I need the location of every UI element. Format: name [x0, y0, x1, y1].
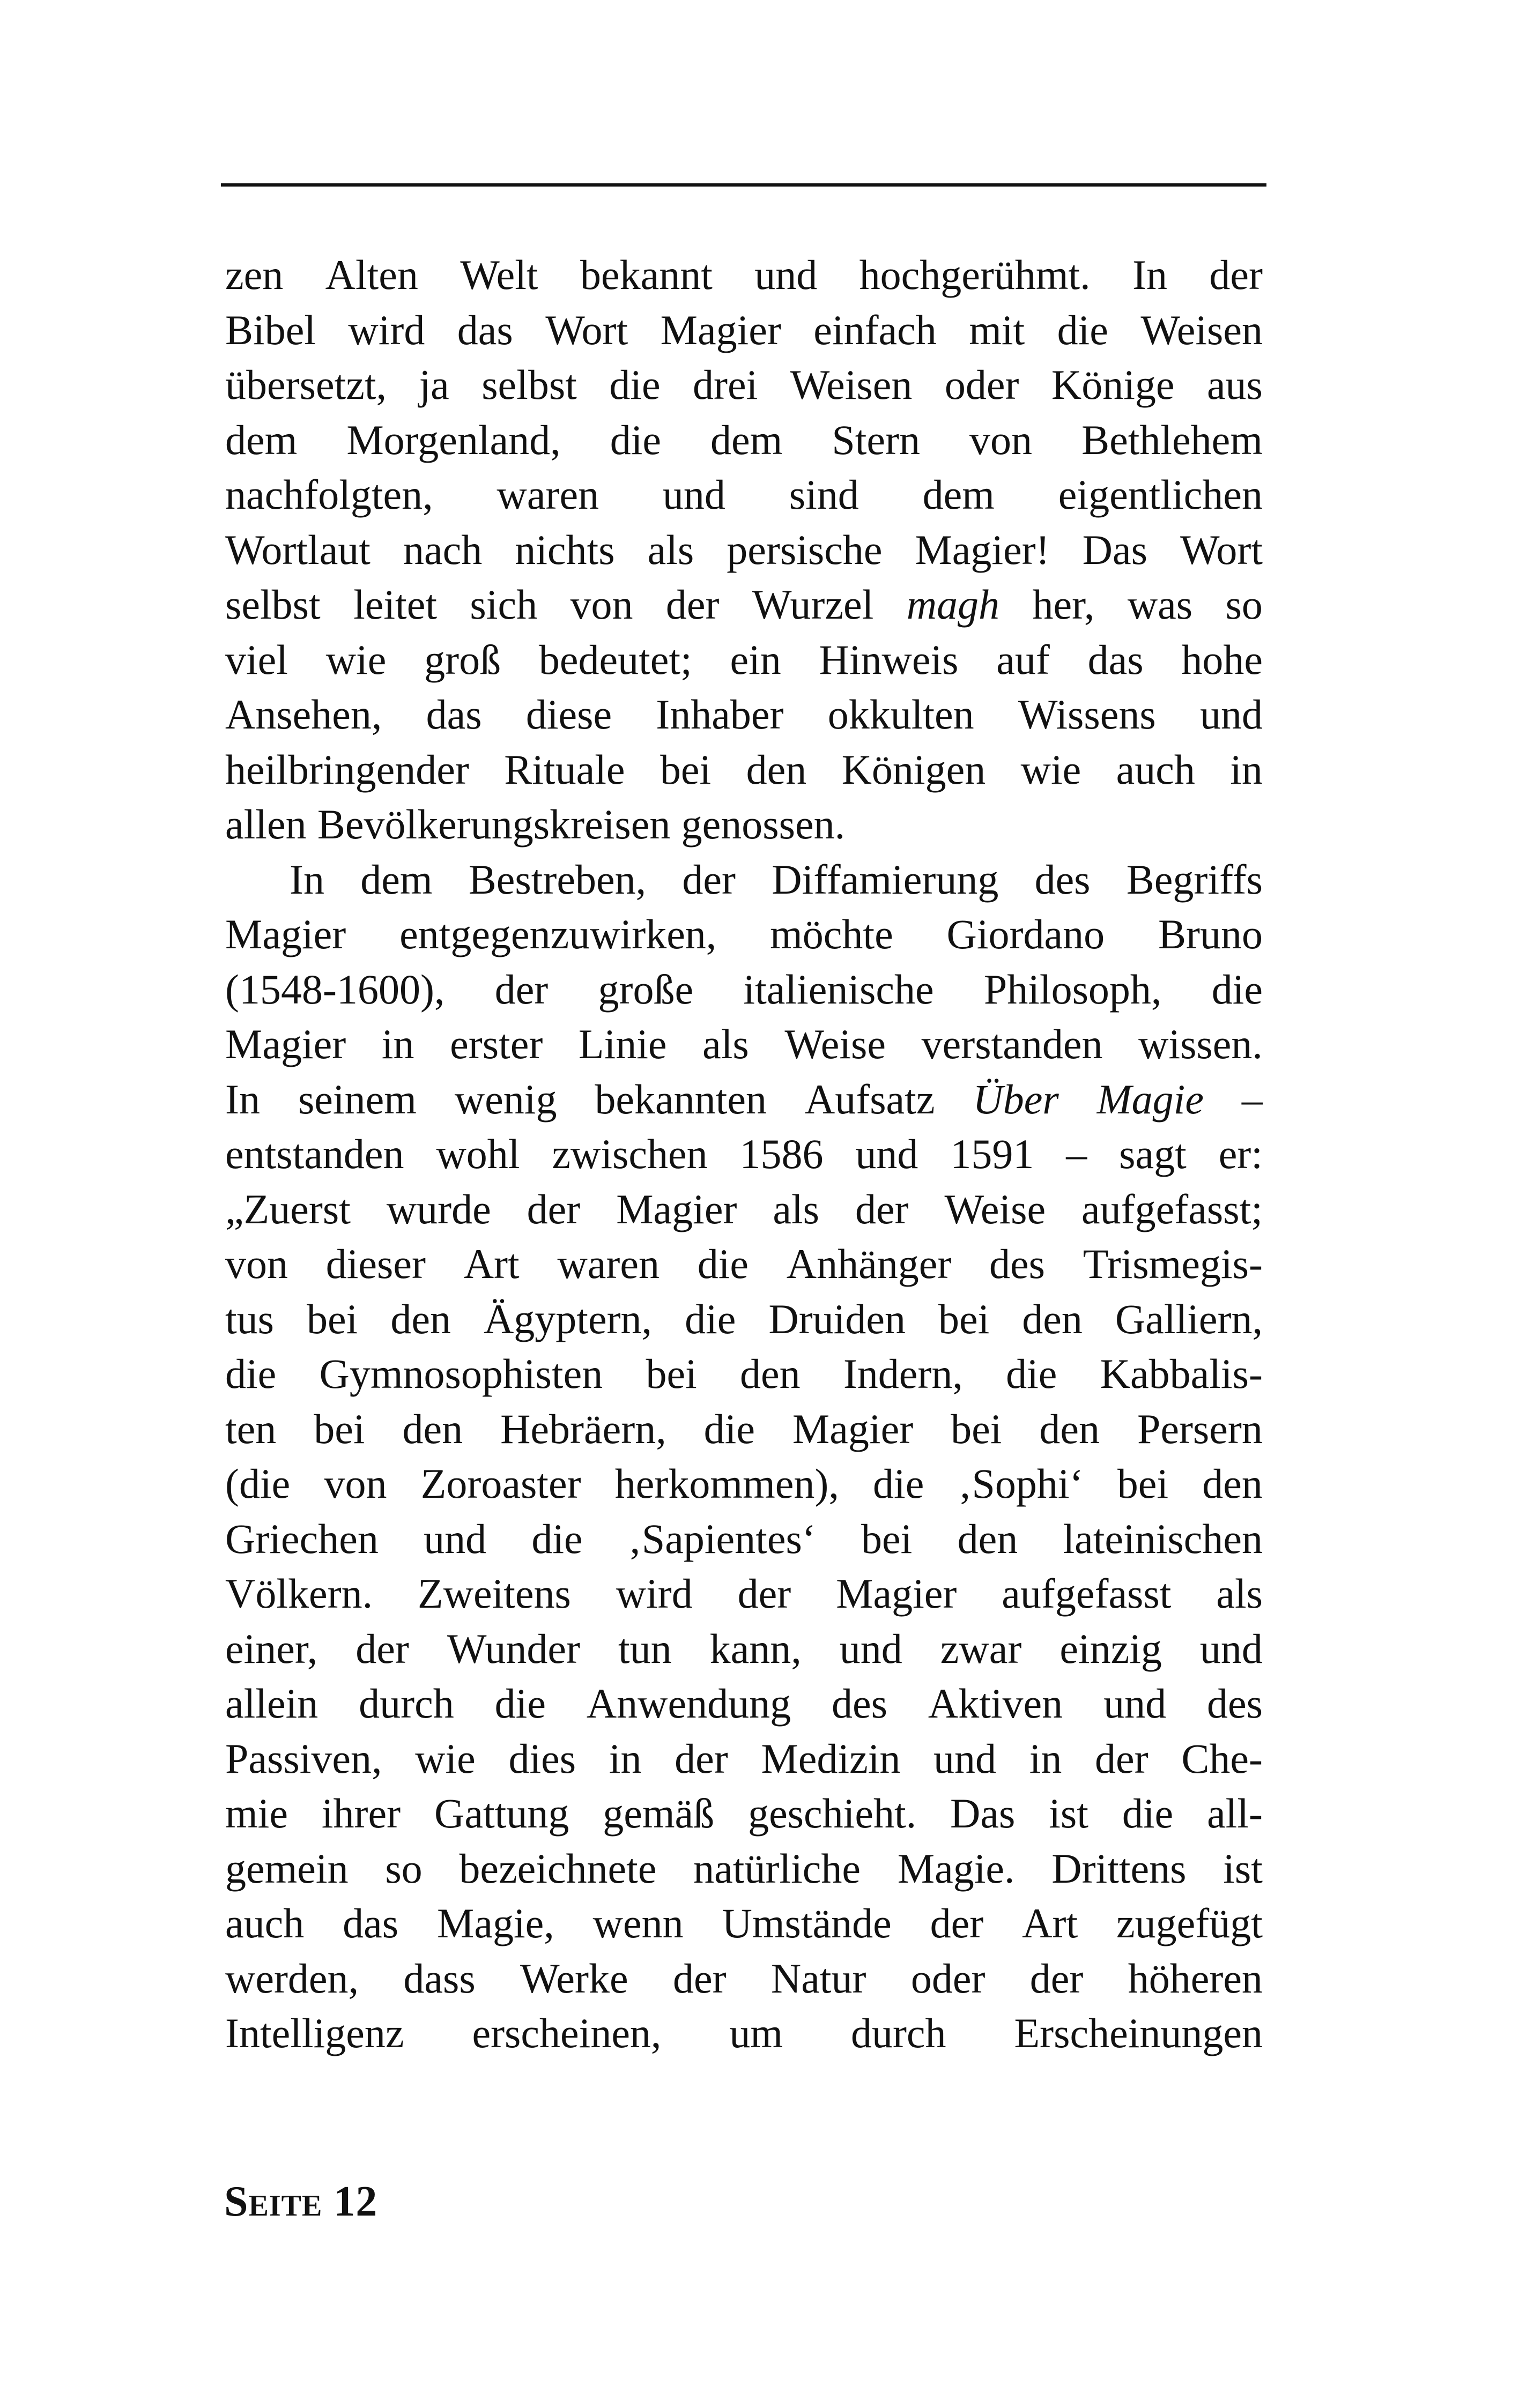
- word: okkulten: [827, 691, 974, 738]
- word: Magier: [225, 1021, 346, 1067]
- word: der: [672, 1954, 727, 2002]
- word: in: [1230, 746, 1263, 793]
- word: allein: [225, 1680, 318, 1727]
- word: sich: [470, 581, 538, 628]
- word: der: [1209, 251, 1263, 298]
- word: entstanden: [225, 1131, 404, 1177]
- body-text: [225, 248, 1263, 2061]
- word: einfach: [813, 306, 937, 353]
- word: Rituale: [504, 746, 625, 793]
- word: des: [1206, 1680, 1263, 1727]
- word: die: [1057, 306, 1108, 353]
- word: das: [426, 691, 482, 738]
- text-line: [225, 1622, 1263, 1677]
- word: Bethlehem: [1081, 416, 1263, 463]
- word: Magie,: [437, 1900, 554, 1946]
- word: Erscheinungen: [1014, 2010, 1263, 2056]
- word: Art: [1022, 1900, 1078, 1946]
- word: seinem: [298, 1075, 417, 1123]
- text-line: [225, 852, 1263, 908]
- word: In: [1132, 251, 1168, 298]
- word: und: [754, 251, 818, 298]
- word: diese: [525, 691, 612, 738]
- word: Inhaber: [656, 691, 784, 738]
- word: den: [402, 1405, 463, 1452]
- word: ist: [1223, 1845, 1263, 1892]
- word: Könige: [1051, 361, 1175, 408]
- word: Das: [1082, 526, 1147, 573]
- word: und: [662, 471, 725, 518]
- header-rule: [221, 183, 1266, 187]
- word: die: [1122, 1790, 1174, 1837]
- word: des: [1034, 856, 1091, 903]
- word: gemein: [225, 1845, 349, 1892]
- word: das: [343, 1900, 399, 1946]
- text-line: [225, 742, 1263, 798]
- word: Welt: [460, 251, 538, 298]
- word: der: [355, 1625, 409, 1672]
- word: Magier: [616, 1185, 737, 1232]
- word: aufgefasst;: [1081, 1185, 1263, 1232]
- word: der: [930, 1900, 984, 1946]
- word: wie: [415, 1735, 476, 1782]
- word: ja: [419, 361, 449, 408]
- word: Völkern.: [225, 1570, 373, 1617]
- word: mie: [225, 1790, 288, 1837]
- word: Bevölkerungskreisen: [317, 801, 671, 848]
- word: 1586: [739, 1131, 824, 1177]
- text-line: [225, 1402, 1263, 1457]
- word: nachfolgten,: [225, 471, 433, 518]
- word: selbst: [481, 361, 577, 408]
- word: des: [832, 1680, 887, 1727]
- word: Galliern,: [1115, 1295, 1263, 1342]
- word: als: [1216, 1570, 1263, 1617]
- word: Anhänger: [786, 1240, 952, 1287]
- word: Magier!: [915, 526, 1050, 573]
- text-line: [225, 1292, 1263, 1347]
- word: den: [390, 1295, 451, 1342]
- word: Zweitens: [417, 1570, 571, 1617]
- word: lateinischen: [1063, 1515, 1263, 1562]
- word: das: [457, 306, 513, 353]
- word: In: [290, 856, 324, 903]
- word: Natur: [770, 1954, 866, 2002]
- text-line: [225, 1896, 1263, 1951]
- text-line: [225, 467, 1263, 523]
- word: sagt: [1119, 1131, 1187, 1177]
- word: Aktiven: [928, 1680, 1063, 1727]
- word: eigentlichen: [1058, 471, 1263, 518]
- text-line: [225, 1072, 1263, 1127]
- word: selbst: [225, 581, 321, 628]
- word: durch: [359, 1680, 454, 1727]
- text-line: [225, 1237, 1263, 1292]
- word: dem: [710, 416, 783, 463]
- word: der: [527, 1185, 581, 1232]
- word: von: [570, 581, 633, 628]
- word: Gymnosophisten: [319, 1350, 603, 1397]
- word: zwar: [940, 1625, 1022, 1672]
- word: Magier: [660, 306, 781, 353]
- word: ein: [730, 636, 781, 683]
- word: der: [1095, 1735, 1148, 1782]
- word: Druiden: [768, 1295, 906, 1342]
- word: dem: [360, 856, 433, 903]
- word: den: [1039, 1405, 1100, 1452]
- word: Art: [463, 1240, 520, 1287]
- text-line: [225, 633, 1263, 688]
- word: zugefügt: [1116, 1900, 1263, 1946]
- word: der: [494, 965, 549, 1013]
- word: auch: [225, 1900, 305, 1946]
- word: 1591: [950, 1131, 1034, 1177]
- word: wissen.: [1138, 1021, 1263, 1067]
- word: (die: [225, 1460, 291, 1507]
- text-line: [225, 1841, 1263, 1897]
- word: Diffamierung: [772, 856, 999, 903]
- word: werden,: [225, 1954, 359, 2002]
- word: Linie: [578, 1021, 667, 1067]
- word: ihrer: [321, 1790, 401, 1837]
- word: Wunder: [447, 1625, 580, 1672]
- word: und: [424, 1515, 487, 1562]
- word: Bestreben,: [468, 856, 647, 903]
- text-line: [225, 2006, 1263, 2061]
- word: Ansehen,: [225, 691, 382, 738]
- word: den: [746, 746, 807, 793]
- word: und: [1103, 1680, 1167, 1727]
- word: aufgefasst: [1002, 1570, 1172, 1617]
- text-line: [225, 303, 1263, 358]
- word: er:: [1218, 1131, 1263, 1177]
- word: den: [739, 1350, 801, 1397]
- word: drei: [693, 361, 758, 408]
- word: dass: [403, 1954, 476, 2002]
- word: Magier: [225, 911, 346, 957]
- word: wie: [325, 636, 387, 683]
- word: das: [1087, 636, 1144, 683]
- word: Begriffs: [1126, 856, 1263, 903]
- word: oder: [910, 1954, 986, 2002]
- word: Morgenland,: [346, 416, 561, 463]
- word: aus: [1206, 361, 1263, 408]
- word: groß: [424, 636, 501, 683]
- word: ‚Sapientes‘: [627, 1515, 816, 1562]
- word: auf: [996, 636, 1050, 683]
- word: dies: [508, 1735, 576, 1782]
- word: Weisen: [1140, 306, 1263, 353]
- word: entgegenzuwirken,: [399, 911, 717, 957]
- word: auch: [1116, 746, 1195, 793]
- text-line: [225, 797, 1263, 852]
- word: verstanden: [921, 1021, 1103, 1067]
- word: Stern: [832, 416, 921, 463]
- word: der: [737, 1570, 791, 1617]
- word: hohe: [1181, 636, 1263, 683]
- word: bezeichnete: [459, 1845, 657, 1892]
- word: Magie: [1096, 1075, 1204, 1123]
- word: der: [855, 1185, 909, 1232]
- word: Aufsatz: [804, 1075, 935, 1123]
- word: Hebräern,: [500, 1405, 666, 1452]
- word: die: [685, 1295, 736, 1342]
- word: Trismegis-: [1083, 1240, 1263, 1287]
- word: erster: [450, 1021, 543, 1067]
- word: zwischen: [552, 1131, 708, 1177]
- word: bekannten: [595, 1075, 767, 1123]
- word: dieser: [325, 1240, 426, 1287]
- word: Bruno: [1158, 911, 1263, 957]
- word: oder: [944, 361, 1019, 408]
- word: Das: [950, 1790, 1016, 1837]
- word: wird: [348, 306, 425, 353]
- word: der: [682, 856, 736, 903]
- word: Wort: [1180, 526, 1263, 573]
- word: Magier: [836, 1570, 957, 1617]
- word: herkommen),: [614, 1460, 839, 1507]
- word: ist: [1049, 1790, 1088, 1837]
- word: große: [598, 965, 694, 1013]
- word: was: [1127, 581, 1193, 628]
- word: bekannt: [580, 251, 713, 298]
- word: die: [610, 416, 661, 463]
- word: die: [225, 1350, 277, 1397]
- word: her,: [1032, 581, 1095, 628]
- word: Weisen: [790, 361, 913, 408]
- word: als: [773, 1185, 820, 1232]
- word: wohl: [436, 1131, 520, 1177]
- word: leitet: [353, 581, 438, 628]
- word: kann,: [709, 1625, 802, 1672]
- word: Alten: [325, 251, 418, 298]
- word: mit: [969, 306, 1025, 353]
- word: einzig: [1059, 1625, 1162, 1672]
- word: Königen: [841, 746, 986, 793]
- word: bei: [938, 1295, 990, 1342]
- word: die: [1006, 1350, 1057, 1397]
- word: viel: [225, 636, 288, 683]
- word: die: [494, 1680, 546, 1727]
- word: Zoroaster: [420, 1460, 581, 1507]
- word: zen: [225, 251, 284, 298]
- word: Wurzel: [752, 581, 874, 628]
- word: Drittens: [1051, 1845, 1187, 1892]
- word: die: [609, 361, 661, 408]
- word: Che-: [1181, 1735, 1263, 1782]
- text-line: [225, 1512, 1263, 1567]
- word: bei: [861, 1515, 913, 1562]
- word: als: [702, 1021, 749, 1067]
- word: durch: [850, 2010, 946, 2056]
- text-line: [225, 358, 1263, 413]
- word: Ägyptern,: [483, 1295, 653, 1342]
- word: magh: [906, 581, 1000, 628]
- word: von: [225, 1240, 288, 1287]
- word: Persern: [1137, 1405, 1263, 1452]
- text-line: [225, 1182, 1263, 1237]
- word: natürliche: [693, 1845, 861, 1892]
- word: ‚Sophi‘: [958, 1460, 1084, 1507]
- word: und: [1199, 691, 1263, 738]
- word: die: [1211, 965, 1263, 1013]
- word: bei: [307, 1295, 358, 1342]
- text-line: [225, 1347, 1263, 1402]
- word: als: [647, 526, 694, 573]
- word: Gattung: [434, 1790, 569, 1837]
- word: bei: [646, 1350, 697, 1397]
- text-line: [225, 1731, 1263, 1787]
- word: hochgerühmt.: [859, 251, 1091, 298]
- word: Magier: [792, 1405, 914, 1452]
- word: dem: [225, 416, 298, 463]
- text-line: [225, 1456, 1263, 1512]
- word: Giordano: [946, 911, 1105, 957]
- word: ten: [225, 1405, 277, 1452]
- word: Wissens: [1018, 691, 1156, 738]
- text-line: [225, 1786, 1263, 1841]
- word: gemäß: [603, 1790, 715, 1837]
- word: Griechen: [225, 1515, 379, 1562]
- word: erscheinen,: [472, 2010, 662, 2056]
- text-line: [225, 1951, 1263, 2006]
- word: bei: [1117, 1460, 1169, 1507]
- text-line: [225, 1017, 1263, 1072]
- word: von: [969, 416, 1033, 463]
- word: „Zuerst: [225, 1185, 351, 1232]
- word: und: [933, 1735, 997, 1782]
- word: so: [1225, 581, 1263, 628]
- word: bei: [951, 1405, 1002, 1452]
- word: so: [385, 1845, 423, 1892]
- word: bei: [660, 746, 712, 793]
- word: In: [225, 1075, 260, 1123]
- word: die: [873, 1460, 924, 1507]
- word: Passiven,: [225, 1735, 382, 1782]
- word: die: [703, 1405, 755, 1452]
- word: –: [1066, 1131, 1087, 1177]
- word: tun: [618, 1625, 672, 1672]
- text-line: [225, 413, 1263, 468]
- word: den: [957, 1515, 1018, 1562]
- word: –: [1241, 1075, 1263, 1123]
- word: der: [1029, 1954, 1084, 2002]
- word: übersetzt,: [225, 361, 387, 408]
- word: Umstände: [722, 1900, 892, 1946]
- word: (1548-1600),: [225, 965, 445, 1013]
- word: Über: [973, 1075, 1059, 1123]
- word: wird: [616, 1570, 693, 1617]
- text-line: [225, 248, 1263, 303]
- text-line: [225, 1566, 1263, 1622]
- text-line: [225, 962, 1263, 1017]
- word: wenig: [454, 1075, 557, 1123]
- word: genossen.: [681, 801, 846, 848]
- word: in: [609, 1735, 642, 1782]
- word: nach: [403, 526, 483, 573]
- word: bei: [314, 1405, 365, 1452]
- word: geschieht.: [748, 1790, 917, 1837]
- text-line: [225, 523, 1263, 578]
- word: höheren: [1128, 1954, 1263, 2002]
- word: Weise: [784, 1021, 886, 1067]
- text-line: [225, 687, 1263, 742]
- word: all-: [1207, 1790, 1263, 1837]
- word: allen: [225, 801, 307, 848]
- word: der: [675, 1735, 728, 1782]
- word: wurde: [386, 1185, 491, 1232]
- text-line: [225, 907, 1263, 962]
- word: und: [855, 1131, 918, 1177]
- word: Hinweis: [819, 636, 959, 683]
- word: Intelligenz: [225, 2010, 404, 2056]
- word: von: [324, 1460, 387, 1507]
- word: Magie.: [897, 1845, 1015, 1892]
- text-line: [225, 577, 1263, 633]
- word: Indern,: [843, 1350, 963, 1397]
- word: tus: [225, 1295, 275, 1342]
- word: die: [697, 1240, 749, 1287]
- word: Bibel: [225, 306, 316, 353]
- word: des: [989, 1240, 1046, 1287]
- text-line: [225, 1676, 1263, 1731]
- word: persische: [727, 526, 883, 573]
- word: und: [839, 1625, 902, 1672]
- word: möchte: [770, 911, 893, 957]
- word: Anwendung: [586, 1680, 791, 1727]
- word: sind: [789, 471, 859, 518]
- word: den: [1202, 1460, 1263, 1507]
- word: der: [665, 581, 720, 628]
- word: Weise: [944, 1185, 1046, 1232]
- word: in: [381, 1021, 414, 1067]
- word: um: [729, 2010, 783, 2056]
- word: Wortlaut: [225, 526, 371, 573]
- word: dem: [922, 471, 995, 518]
- word: wie: [1020, 746, 1081, 793]
- word: waren: [557, 1240, 660, 1287]
- text-line: [225, 1127, 1263, 1182]
- word: und: [1199, 1625, 1263, 1672]
- word: waren: [497, 471, 599, 518]
- word: bedeutet;: [538, 636, 692, 683]
- word: italienische: [743, 965, 934, 1013]
- word: Wort: [545, 306, 628, 353]
- word: Kabbalis-: [1100, 1350, 1263, 1397]
- word: die: [531, 1515, 583, 1562]
- word: einer,: [225, 1625, 318, 1672]
- word: Philosoph,: [983, 965, 1162, 1013]
- word: Werke: [520, 1954, 628, 2002]
- word: den: [1022, 1295, 1083, 1342]
- word: nichts: [515, 526, 615, 573]
- word: Medizin: [761, 1735, 901, 1782]
- page-number: Seite 12: [224, 2178, 378, 2225]
- word: wenn: [592, 1900, 684, 1946]
- word: heilbringender: [225, 746, 469, 793]
- word: in: [1029, 1735, 1062, 1782]
